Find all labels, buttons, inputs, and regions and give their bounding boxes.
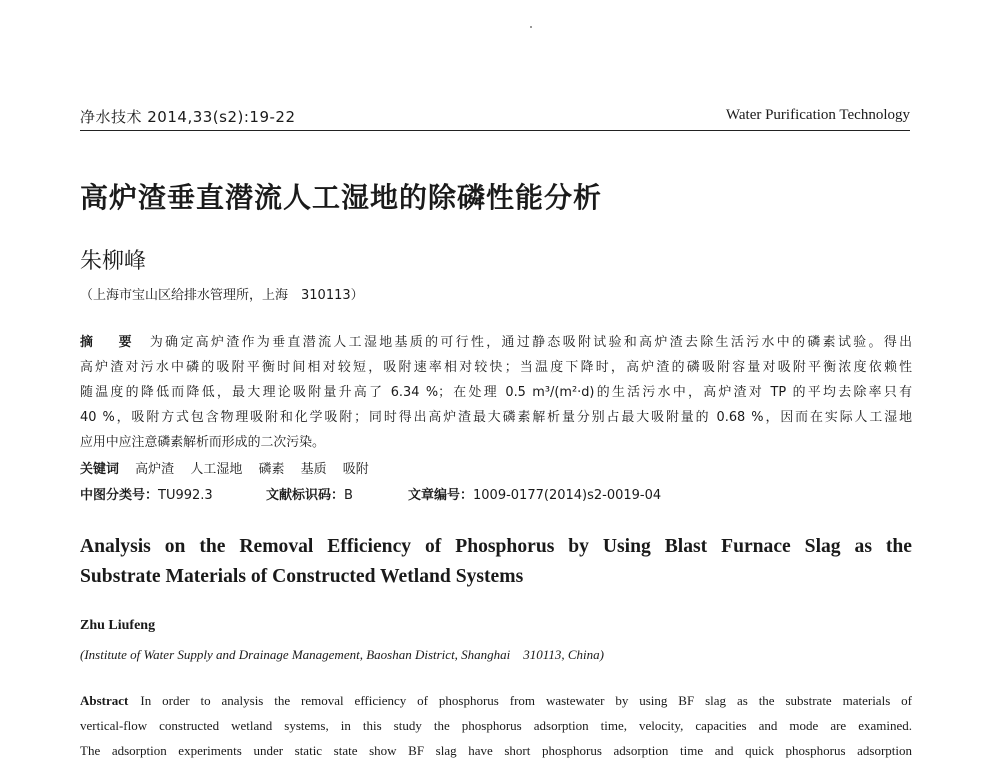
keyword: 基质 (300, 462, 327, 477)
keywords-cn (80, 458, 381, 477)
abstract-en-line: vertical-flow constructed wetland systems, in this study the phosphorus adsorption time, velocity, capacities and mode are examined. (80, 718, 912, 733)
abstract-cn (80, 330, 912, 455)
title-en (80, 532, 912, 592)
title-en-line: Substrate Materials of Constructed Wetland Systems (80, 566, 524, 587)
keywords-label: 关键词 (80, 462, 120, 477)
keyword: 高炉渣 (135, 462, 175, 477)
classification-line (80, 484, 661, 503)
abstract-en-label: Abstract (80, 693, 129, 708)
affiliation-en: (Institute of Water Supply and Drainage Management, Baoshan District, Shanghai 310113, China) (80, 647, 604, 662)
author-cn: 朱柳峰 (80, 249, 147, 274)
abstract-en-line: The adsorption experiments under static state show BF slag have short phosphorus adsorption time and quick phosphorus adsorption (80, 743, 912, 758)
title-cn: 高炉渣垂直潜流人工湿地的除磷性能分析 (80, 181, 603, 214)
clc-group (80, 484, 266, 503)
affiliation-cn: （上海市宝山区给排水管理所，上海 310113） (80, 288, 364, 303)
abstract-cn-line: 随温度的降低而降低，最大理论吸附量升高了 6.34 %；在处理 0.5 m³/(m²·d)的生活污水中，高炉渣对 TP 的平均去除率只有 (80, 385, 912, 400)
abstract-en-line: Abstract In order to analysis the removal efficiency of phosphorus from wastewater by using BF slag as the substrate materials of (80, 693, 912, 708)
clc-label: 中图分类号： (80, 488, 159, 503)
doc-code-group (266, 484, 408, 503)
scan-speck (530, 26, 532, 28)
abstract-en (80, 688, 912, 763)
running-header (80, 104, 910, 131)
keyword: 吸附 (342, 462, 369, 477)
journal-cn: 净水技术 2014,33(s2):19-22 (80, 108, 296, 126)
abstract-cn-line: 应用中应注意磷素解析而形成的二次污染。 (80, 435, 325, 450)
doc-code-value: B (344, 488, 353, 503)
doc-code-label: 文献标识码： (266, 488, 345, 503)
abstract-cn-line: 40 %，吸附方式包含物理吸附和化学吸附；同时得出高炉渣最大磷素解析量分别占最大吸附量的 0.68 %，因而在实际人工湿地 (80, 410, 912, 425)
clc-value: TU992.3 (158, 488, 213, 503)
keyword: 人工湿地 (190, 462, 243, 477)
abstract-cn-line: 高炉渣对污水中磷的吸附平衡时间相对较短，吸附速率相对较快；当温度下降时，高炉渣的磷吸附容量对吸附平衡浓度依赖性 (80, 360, 912, 375)
abstract-cn-line: 摘 要 为确定高炉渣作为垂直潜流人工湿地基质的可行性，通过静态吸附试验和高炉渣去除生活污水中的磷素试验。得出 (80, 335, 912, 350)
author-en: Zhu Liufeng (80, 618, 156, 633)
article-no-value: 1009-0177(2014)s2-0019-04 (473, 488, 662, 503)
keyword: 磷素 (258, 462, 285, 477)
journal-en: Water Purification Technology (725, 107, 910, 123)
abstract-cn-label: 摘 要 (80, 335, 138, 350)
title-en-line: Analysis on the Removal Efficiency of Phosphorus by Using Blast Furnace Slag as the (80, 536, 912, 557)
article-no-label: 文章编号： (408, 488, 474, 503)
article-no-group (408, 484, 661, 503)
